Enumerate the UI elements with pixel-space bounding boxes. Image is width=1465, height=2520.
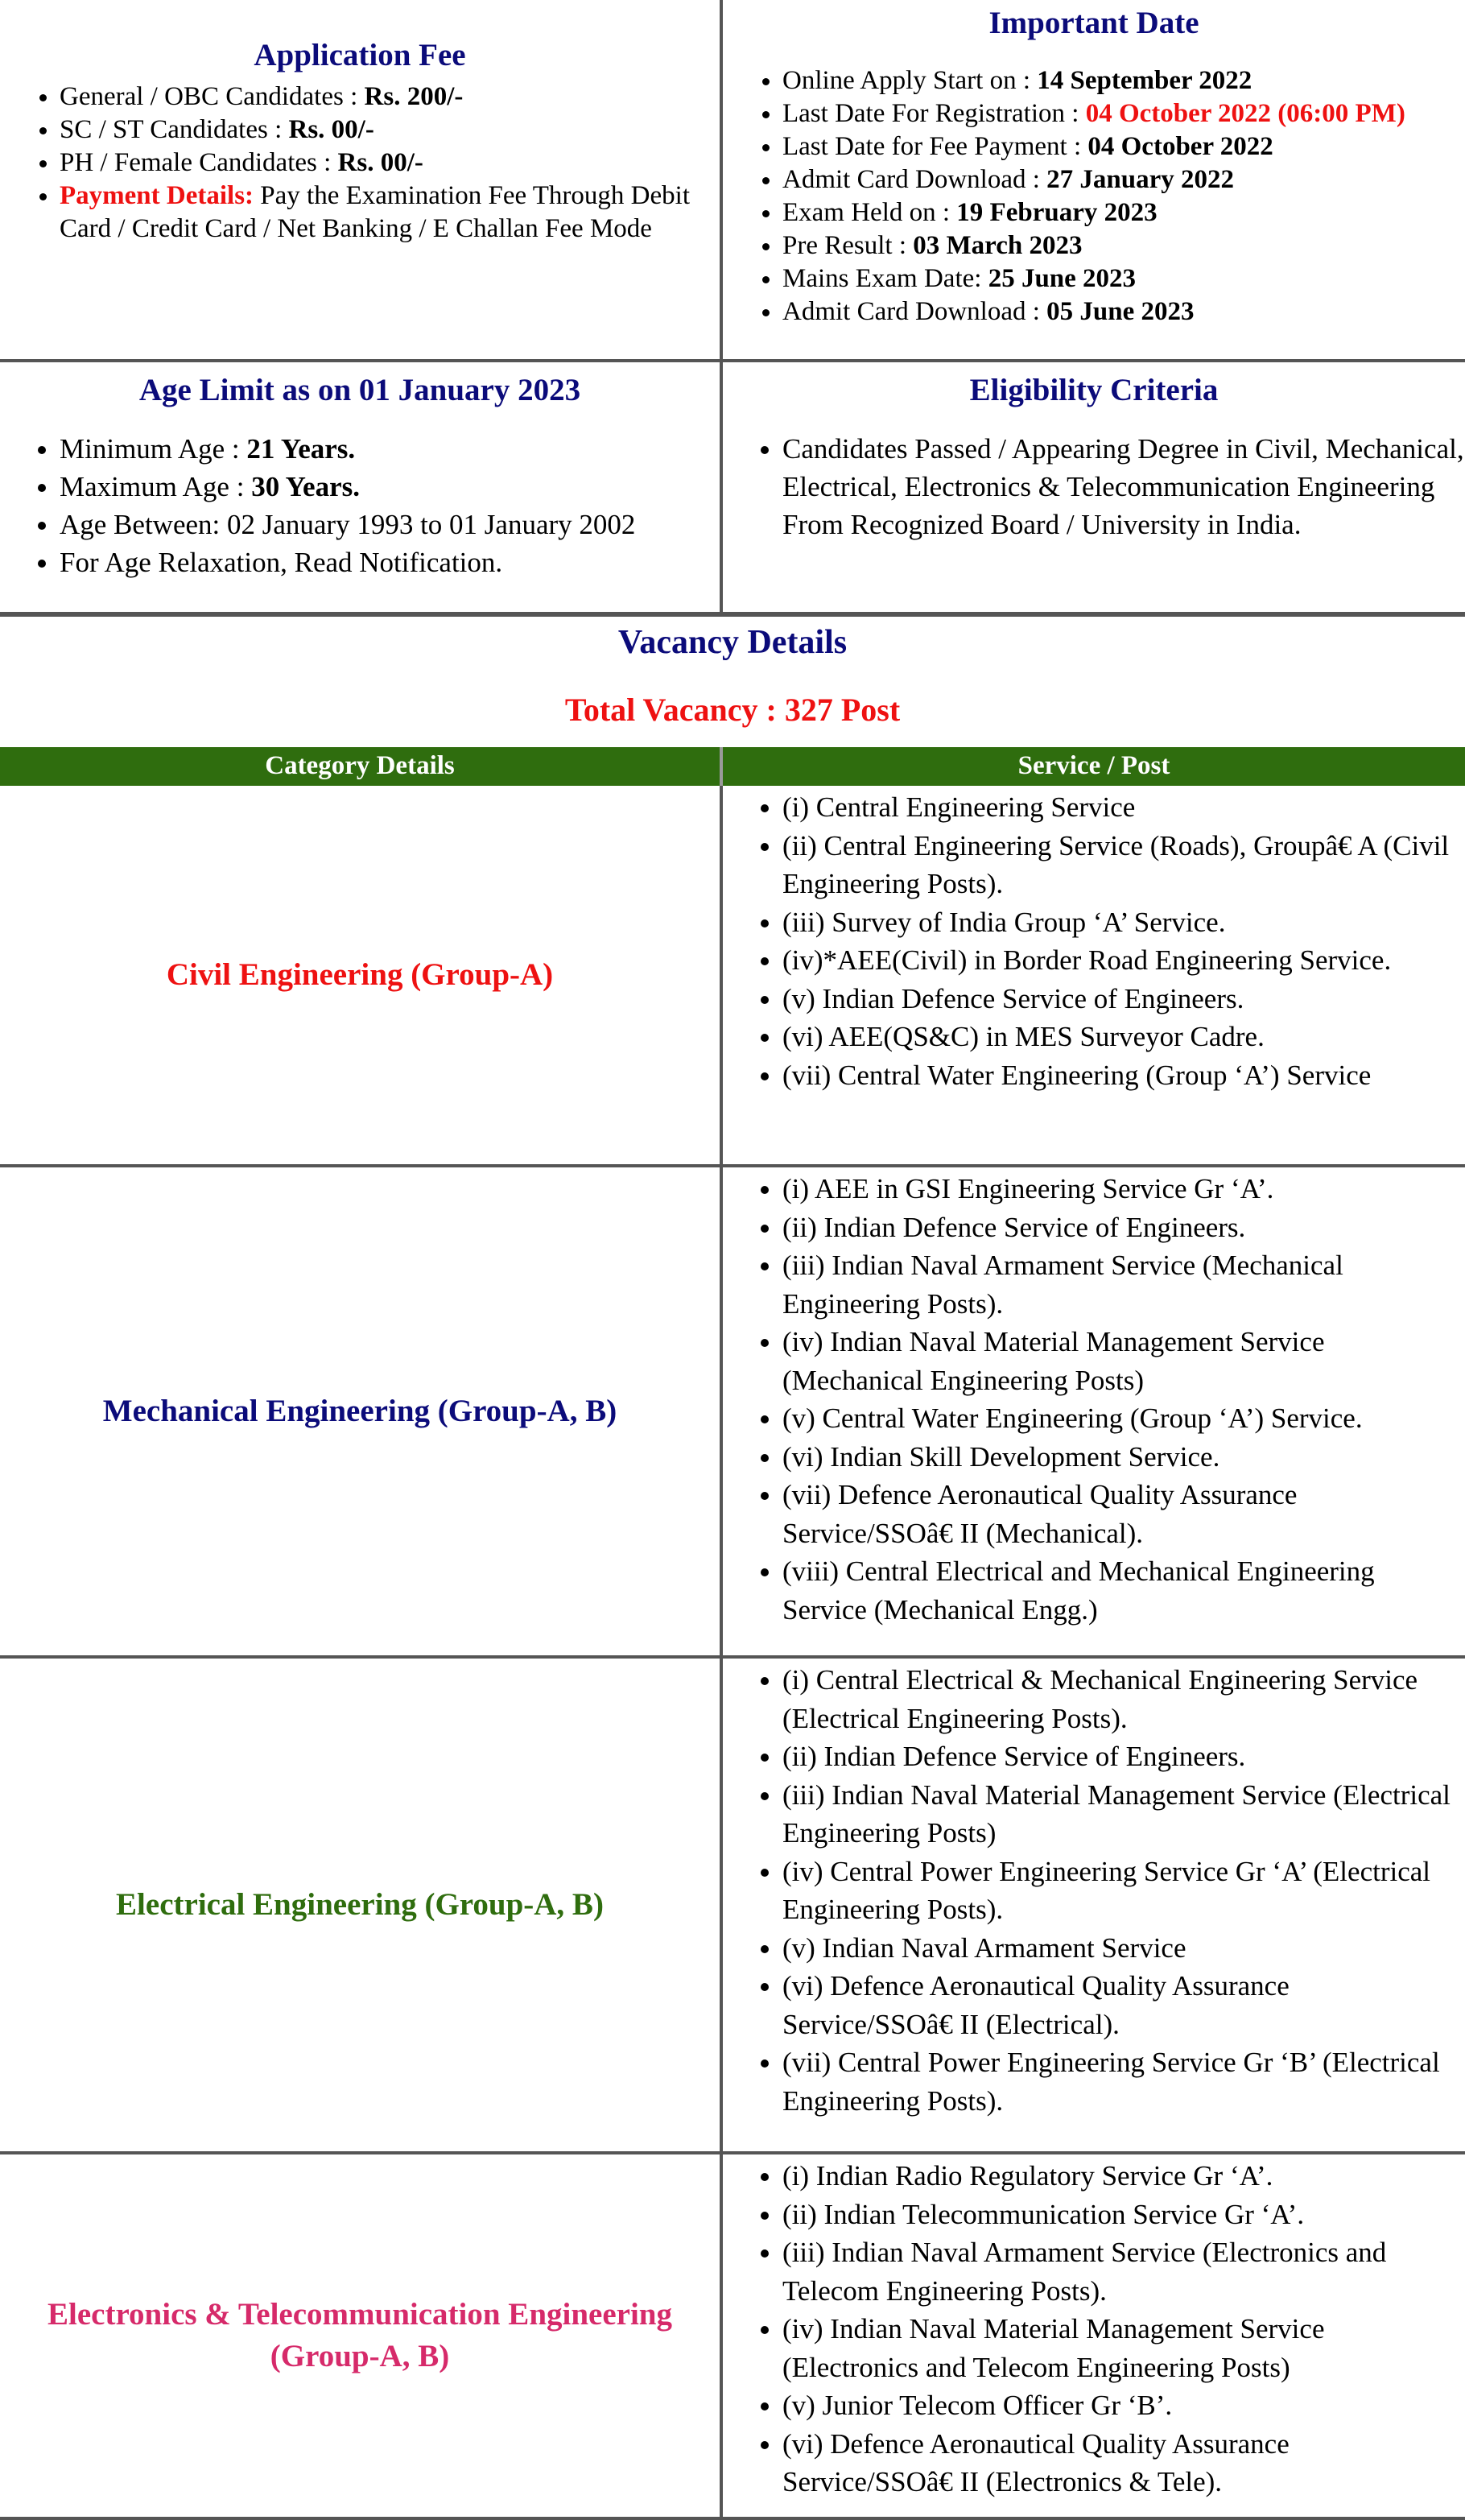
- service-item: • (viii) Central Electrical and Mechanical Engineering Service (Mechanical Engg.): [782, 1552, 1465, 1629]
- age-limit-title: Age Limit as on 01 January 2023: [138, 373, 581, 407]
- service-item: • (vii) Central Power Engineering Service Gr ‘B’ (Electrical Engineering Posts).: [782, 2043, 1465, 2120]
- fee-item: [60, 147, 720, 180]
- service-item: • (vi) AEE(QS&C) in MES Surveyor Cadre.: [782, 1018, 1465, 1056]
- vacancy-title: Vacancy Details: [617, 624, 848, 661]
- vacancy-table-body: [0, 786, 1465, 2520]
- category-cell: Civil Engineering (Group-A): [0, 786, 723, 1164]
- category-header: Category Details: [0, 747, 723, 786]
- service-item: • (i) Central Engineering Service: [782, 788, 1465, 827]
- service-item: • (ii) Central Engineering Service (Roads), Groupâ€ A (Civil Engineering Posts).: [782, 827, 1465, 903]
- date-label: Admit Card Download :: [782, 165, 1047, 194]
- service-item: • (iv)*AEE(Civil) in Border Road Engineering Service.: [782, 941, 1465, 980]
- service-item: • (i) Central Electrical & Mechanical Engineering Service (Electrical Engineering Posts).: [782, 1661, 1465, 1737]
- service-header: Service / Post: [1017, 751, 1170, 780]
- service-cell: [723, 2154, 1465, 2517]
- eligibility-list: [723, 430, 1465, 543]
- age-item: [60, 506, 720, 543]
- age-label: Minimum Age :: [60, 433, 247, 465]
- service-list: [723, 1167, 1465, 1629]
- important-date-section: [723, 0, 1465, 359]
- date-value: 04 October 2022 (06:00 PM): [1085, 99, 1405, 128]
- payment-details-label: Payment Details:: [60, 181, 254, 210]
- vacancy-row: [0, 1659, 1465, 2151]
- fee-label: SC / ST Candidates :: [60, 115, 289, 144]
- age-item: [60, 468, 720, 506]
- fee-value: Rs. 00/-: [288, 115, 374, 144]
- fee-dates-row: [0, 0, 1465, 359]
- fee-label: PH / Female Candidates :: [60, 148, 338, 177]
- service-cell: [723, 1659, 1465, 2151]
- date-value: 25 June 2023: [988, 264, 1137, 293]
- date-label: Admit Card Download :: [782, 297, 1047, 326]
- category-cell: Electrical Engineering (Group-A, B): [0, 1659, 723, 2151]
- date-item: [782, 97, 1465, 130]
- category-cell: Electronics & Telecommunication Engineering (Group-A, B): [0, 2154, 723, 2517]
- service-item: • (v) Indian Naval Armament Service: [782, 1929, 1465, 1968]
- age-item: [60, 543, 720, 581]
- service-list: [723, 2154, 1465, 2501]
- service-item: • (iii) Indian Naval Armament Service (Mechanical Engineering Posts).: [782, 1246, 1465, 1323]
- date-value: 27 January 2022: [1046, 165, 1234, 194]
- service-item: • (vii) Defence Aeronautical Quality Assurance Service/SSOâ€ II (Mechanical).: [782, 1476, 1465, 1552]
- eligibility-title: Eligibility Criteria: [969, 373, 1219, 407]
- date-label: Last Date For Registration :: [782, 99, 1086, 128]
- date-label: Mains Exam Date:: [782, 264, 988, 293]
- category-cell: Mechanical Engineering (Group-A, B): [0, 1167, 723, 1655]
- date-item: [782, 262, 1465, 295]
- eligibility-section: [723, 362, 1465, 612]
- service-item: • (vi) Defence Aeronautical Quality Assurance Service/SSOâ€ II (Electronics & Tele).: [782, 2425, 1465, 2501]
- date-value: 05 June 2023: [1046, 297, 1195, 326]
- age-eligibility-row: [0, 362, 1465, 612]
- service-item: • (ii) Indian Telecommunication Service Gr ‘A’.: [782, 2196, 1465, 2234]
- service-item: • (iii) Survey of India Group ‘A’ Service.: [782, 903, 1465, 942]
- payment-details-text: Pay the Examination Fee Through Debit Card / Credit Card / Net Banking / E Challan Fee Mode: [60, 181, 690, 243]
- date-value: 03 March 2023: [913, 231, 1083, 260]
- age-label: For Age Relaxation, Read Notification.: [60, 547, 503, 578]
- service-item: • (ii) Indian Defence Service of Engineers.: [782, 1208, 1465, 1247]
- payment-details-item: [60, 180, 720, 246]
- vacancy-row: [0, 786, 1465, 1164]
- service-cell: [723, 1167, 1465, 1655]
- fee-value: Rs. 200/-: [364, 82, 464, 111]
- service-item: • (v) Central Water Engineering (Group ‘A’) Service.: [782, 1399, 1465, 1438]
- service-item: • (v) Junior Telecom Officer Gr ‘B’.: [782, 2386, 1465, 2425]
- service-item: • (iii) Indian Naval Material Management Service (Electrical Engineering Posts): [782, 1776, 1465, 1853]
- date-value: 19 February 2023: [956, 198, 1158, 227]
- fee-item: [60, 81, 720, 114]
- date-item: [782, 196, 1465, 229]
- date-label: Last Date for Fee Payment :: [782, 132, 1088, 161]
- date-label: Pre Result :: [782, 231, 914, 260]
- age-list: [0, 430, 720, 581]
- fee-list: [0, 81, 720, 246]
- vacancy-row: [0, 1167, 1465, 1655]
- fee-label: General / OBC Candidates :: [60, 82, 365, 111]
- divider: [0, 2517, 1465, 2520]
- service-item: • (iii) Indian Naval Armament Service (Electronics and Telecom Engineering Posts).: [782, 2233, 1465, 2310]
- service-item: • (vii) Central Water Engineering (Group ‘A’) Service: [782, 1056, 1465, 1095]
- date-item: [782, 163, 1465, 196]
- fee-value: Rs. 00/-: [337, 148, 423, 177]
- date-label: Exam Held on :: [782, 198, 957, 227]
- age-label: Age Between: 02 January 1993 to 01 January 2002: [60, 509, 636, 540]
- service-item: • (iv) Indian Naval Material Management Service (Electronics and Telecom Engineering Posts): [782, 2310, 1465, 2386]
- service-list: [723, 786, 1465, 1094]
- application-fee-title: Application Fee: [254, 38, 466, 72]
- eligibility-item: • Candidates Passed / Appearing Degree in Civil, Mechanical, Electrical, Electronics & Telecommunication Engineering From Recognized Board / University in India.: [782, 430, 1465, 543]
- fee-item: [60, 114, 720, 147]
- service-item: • (ii) Indian Defence Service of Engineers.: [782, 1737, 1465, 1776]
- service-cell: [723, 786, 1465, 1164]
- total-vacancy: Total Vacancy : 327 Post: [564, 692, 901, 728]
- age-value: 21 Years.: [246, 433, 356, 465]
- vacancy-row: [0, 2154, 1465, 2517]
- age-limit-section: [0, 362, 723, 612]
- date-value: 04 October 2022: [1087, 132, 1273, 161]
- service-item: • (v) Indian Defence Service of Engineers.: [782, 980, 1465, 1018]
- age-value: 30 Years.: [251, 471, 360, 502]
- application-fee-section: [0, 0, 723, 359]
- age-item: [60, 430, 720, 468]
- service-item: • (vi) Defence Aeronautical Quality Assurance Service/SSOâ€ II (Electrical).: [782, 1967, 1465, 2043]
- date-label: Online Apply Start on :: [782, 66, 1038, 95]
- service-item: • (i) AEE in GSI Engineering Service Gr ‘A’.: [782, 1170, 1465, 1208]
- date-item: [782, 229, 1465, 262]
- vacancy-table-header: [0, 747, 1465, 786]
- date-item: [782, 295, 1465, 328]
- service-list: [723, 1659, 1465, 2120]
- service-item: • (vi) Indian Skill Development Service.: [782, 1438, 1465, 1477]
- date-item: [782, 64, 1465, 97]
- service-item: • (i) Indian Radio Regulatory Service Gr ‘A’.: [782, 2157, 1465, 2196]
- important-date-title: Important Date: [988, 6, 1199, 40]
- age-label: Maximum Age :: [60, 471, 252, 502]
- service-item: • (iv) Indian Naval Material Management Service (Mechanical Engineering Posts): [782, 1323, 1465, 1399]
- service-item: • (iv) Central Power Engineering Service Gr ‘A’ (Electrical Engineering Posts).: [782, 1853, 1465, 1929]
- date-list: [723, 64, 1465, 328]
- date-item: [782, 130, 1465, 163]
- date-value: 14 September 2022: [1037, 66, 1252, 95]
